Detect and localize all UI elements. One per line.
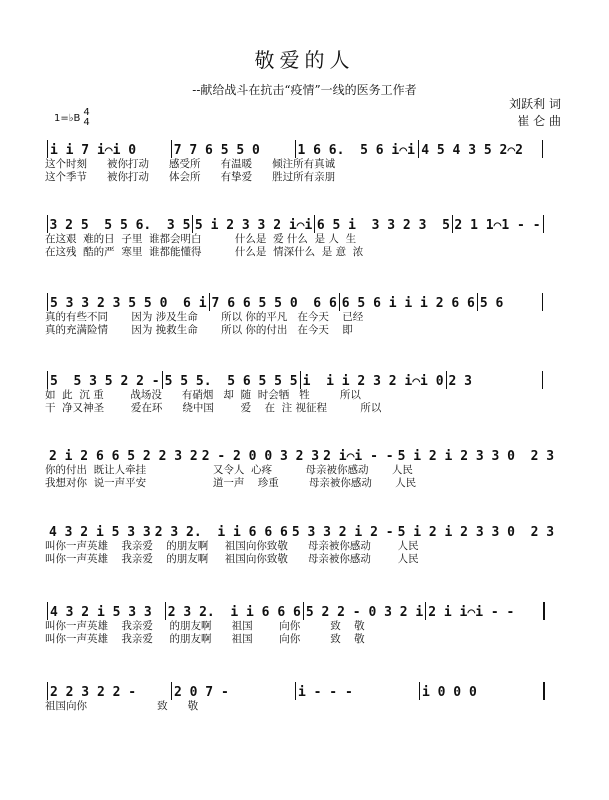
measure: 5 2 2 - 0 3 2 i bbox=[305, 605, 424, 620]
barline bbox=[542, 293, 543, 311]
measure: 7 6 6 5 5 0 6 6 bbox=[211, 296, 337, 311]
score-system bbox=[45, 138, 545, 184]
barline bbox=[452, 215, 453, 233]
lyric-line: 我想对你 说一声平安 道一声 珍重 母亲被你感动 人民 bbox=[45, 477, 417, 489]
score-system bbox=[45, 600, 545, 646]
measure: 5 i 2 i 2 3 3 0 2 3 bbox=[397, 525, 555, 540]
barline bbox=[339, 293, 340, 311]
barline bbox=[47, 293, 48, 311]
lyric-line: 真的充满险情 因为 挽救生命 所以 你的付出 在今天 即 bbox=[45, 324, 353, 336]
measure: 4 3 2 i 5 3 3 bbox=[49, 525, 151, 540]
measure: 2 - 2 0 0 3 2 3 bbox=[201, 449, 320, 464]
barline bbox=[209, 293, 210, 311]
measure: 5 3 3 2 i 2 - bbox=[291, 525, 394, 540]
barline bbox=[300, 371, 301, 389]
barline bbox=[542, 140, 543, 158]
barline bbox=[543, 682, 545, 700]
barline bbox=[171, 140, 172, 158]
score-system bbox=[45, 369, 545, 415]
lyric-line: 这个时刻 被你打动 感受所 有温暖 倾注所有真诚 bbox=[45, 158, 336, 170]
barline bbox=[295, 140, 296, 158]
measure: 2 0 7 - bbox=[174, 685, 229, 700]
score-system bbox=[45, 444, 555, 490]
barline bbox=[446, 371, 447, 389]
barline bbox=[543, 215, 544, 233]
score-system bbox=[45, 680, 545, 726]
credits bbox=[509, 96, 561, 130]
barline bbox=[418, 140, 419, 158]
measure: i 0 0 0 bbox=[422, 685, 477, 700]
composer: 崔 仑 曲 bbox=[517, 114, 561, 128]
measure: 5 5 3 5 2 2 - bbox=[50, 374, 160, 389]
measure: 2 2 3 2 2 - bbox=[50, 685, 137, 700]
lyric-line: 如 此 沉 重 战场没 有硝烟 却 随 时会牺 牲 所以 bbox=[45, 389, 361, 401]
lyric-line: 叫你一声英雄 我亲爱 的朋友啊 祖国向你致敬 母亲被你感动 人民 bbox=[45, 540, 419, 552]
barline bbox=[47, 602, 48, 620]
notation-line bbox=[45, 600, 545, 620]
measure: 2 i 2 6 6 5 2 2 3 2 bbox=[49, 449, 198, 464]
time-signature bbox=[83, 108, 89, 128]
lyricist: 刘跃利 词 bbox=[509, 97, 561, 111]
time-top: 4 bbox=[83, 107, 90, 118]
key-label: 1=♭B bbox=[54, 112, 81, 124]
measure: i i i 2 3 2 i⌒i 0 bbox=[302, 374, 444, 389]
lyric-line: 真的有些不同 因为 涉及生命 所以 你的平凡 在今天 已经 bbox=[45, 311, 364, 323]
notation-line bbox=[45, 138, 545, 158]
barline bbox=[477, 293, 478, 311]
key-signature bbox=[54, 108, 90, 128]
measure: i - - - bbox=[298, 685, 353, 700]
measure: 2 3 2. i i 6 6 6 bbox=[154, 525, 288, 540]
score-system bbox=[45, 520, 555, 566]
measure: 2 1 1⌒1 - - bbox=[454, 218, 541, 233]
lyric-line: 你的付出 既让人牵挂 又令人 心疼 母亲被你感动 人民 bbox=[45, 464, 413, 476]
lyric-line: 叫你一声英雄 我亲爱 的朋友啊 祖国 向你 致 敬 bbox=[45, 633, 365, 645]
measure: 5 3 3 2 3 5 5 0 6 i bbox=[50, 296, 207, 311]
notation-line bbox=[45, 213, 545, 233]
notation-line bbox=[45, 369, 545, 389]
measure: 2 i⌒i - - bbox=[323, 449, 394, 464]
barline bbox=[165, 602, 166, 620]
barline bbox=[47, 140, 48, 158]
barline bbox=[47, 371, 48, 389]
barline bbox=[419, 682, 420, 700]
barline bbox=[162, 371, 163, 389]
lyric-line: 这个季节 被你打动 体会所 有挚爱 胜过所有亲朋 bbox=[45, 171, 336, 183]
measure: 3 2 5 5 5 6. 3 5 bbox=[49, 218, 191, 233]
barline bbox=[303, 602, 304, 620]
barline bbox=[542, 371, 543, 389]
score-system bbox=[45, 291, 545, 337]
measure: 5 i 2 3 3 2 i⌒i bbox=[194, 218, 313, 233]
barline bbox=[425, 602, 426, 620]
measure: 1 6 6. 5 6 i⌒i bbox=[297, 143, 415, 158]
measure: 7 7 6 5 5 0 bbox=[173, 143, 260, 158]
measure: 2 3 2. i i 6 6 6 bbox=[167, 605, 301, 620]
notation-line bbox=[45, 520, 555, 540]
notation-line bbox=[45, 444, 555, 464]
song-subtitle: --献给战斗在抗击“疫情”一线的医务工作者 bbox=[192, 83, 417, 97]
lyric-line: 在这残 酷的严 寒里 谁都能懂得 什么是 情深什么 是 意 浓 bbox=[45, 246, 364, 258]
barline bbox=[314, 215, 315, 233]
notation-line bbox=[45, 680, 545, 700]
lyric-line: 祖国向你 致 敬 bbox=[45, 700, 199, 712]
measure: 5 5 5. 5 6 5 5 5 bbox=[164, 374, 298, 389]
barline bbox=[47, 682, 48, 700]
barline bbox=[47, 215, 48, 233]
lyric-line: 在这艰 难的日 子里 谁都会明白 什么是 爱 什么 是 人 生 bbox=[45, 233, 357, 245]
measure: 5 6 bbox=[479, 296, 504, 311]
measure: 4 5 4 3 5 2⌒2 bbox=[421, 143, 523, 158]
lyric-line: 干 净又神圣 爱在环 绕中国 爱 在 注 视征程 所以 bbox=[45, 402, 382, 414]
lyric-line: 叫你一声英雄 我亲爱 的朋友啊 祖国 向你 致 敬 bbox=[45, 620, 365, 632]
barline bbox=[171, 682, 172, 700]
measure: 4 3 2 i 5 3 3 bbox=[50, 605, 152, 620]
lyric-line: 叫你一声英雄 我亲爱 的朋友啊 祖国向你致敬 母亲被你感动 人民 bbox=[45, 553, 419, 565]
measure: 2 3 bbox=[448, 374, 473, 389]
time-bottom: 4 bbox=[83, 117, 90, 128]
barline bbox=[295, 682, 296, 700]
lyric-line bbox=[45, 713, 545, 726]
score-system bbox=[45, 213, 545, 259]
measure: 6 5 i 3 3 2 3 5 bbox=[316, 218, 450, 233]
measure: 5 i 2 i 2 3 3 0 2 3 bbox=[397, 449, 555, 464]
barline bbox=[543, 602, 545, 620]
barline bbox=[192, 215, 193, 233]
notation-line bbox=[45, 291, 545, 311]
measure: 6 5 6 i i i 2 6 6 bbox=[341, 296, 475, 311]
song-title: 敬爱的人 bbox=[254, 48, 355, 72]
measure: 2 i i⌒i - - bbox=[428, 605, 515, 620]
measure: i i 7 i⌒i 0 bbox=[50, 143, 137, 158]
